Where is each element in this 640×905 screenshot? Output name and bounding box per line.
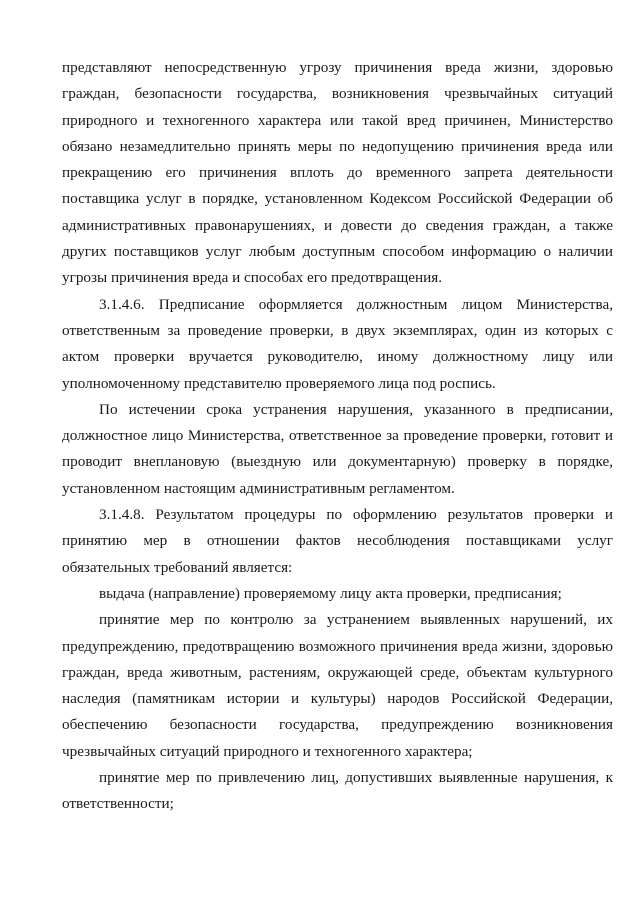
text-line: ответственным за проведение проверки, в двух экземплярах, один из которых с xyxy=(62,321,613,339)
text-line: обязано незамедлительно принять меры по недопущению причинения вреда или xyxy=(62,137,613,155)
paragraph-unscheduled-inspection xyxy=(62,397,613,502)
text-line: принятие мер по контролю за устранением выявленных нарушений, их xyxy=(99,611,613,629)
text-line: представляют непосредственную угрозу причинения вреда жизни, здоровью xyxy=(62,59,613,76)
paragraph-control-measures xyxy=(62,607,613,765)
document-body xyxy=(62,55,613,818)
text-line: граждан, безопасности государства, возникновения чрезвычайных ситуаций xyxy=(62,85,613,103)
text-line: принятию мер в отношении фактов несоблюдения поставщиками услуг xyxy=(62,532,613,550)
text-line: граждан, вреда животным, растениям, окружающей среде, объектам культурного xyxy=(62,663,613,681)
paragraph-liability-measures xyxy=(62,765,613,818)
text-line: обеспечению безопасности государства, предупреждению возникновения xyxy=(62,716,613,734)
text-line: 3.1.4.8. Результатом процедуры по оформлению результатов проверки и xyxy=(99,506,613,524)
paragraph-threat-measures xyxy=(62,55,613,292)
paragraph-3-1-4-8 xyxy=(62,502,613,581)
paragraph-issuance xyxy=(62,581,613,607)
text-line: прекращению его причинения вплоть до временного запрета деятельности xyxy=(62,164,613,182)
text-line: чрезвычайных ситуаций природного и техногенного характера; xyxy=(62,742,473,760)
text-line: 3.1.4.6. Предписание оформляется должностным лицом Министерства, xyxy=(99,295,613,313)
text-line: поставщика услуг в порядке, установленном Кодексом Российской Федерации об xyxy=(62,190,613,208)
text-line: обязательных требований является: xyxy=(62,558,293,576)
text-line: проводит внеплановую (выездную или документарную) проверку в порядке, xyxy=(62,453,613,471)
text-line: принятие мер по привлечению лиц, допустивших выявленные нарушения, к xyxy=(99,769,613,787)
text-line: административных правонарушениях, и довести до сведения граждан, а также xyxy=(62,216,613,234)
text-line: предупреждению, предотвращению возможного причинения вреда жизни, здоровью xyxy=(62,637,613,655)
text-line: других поставщиков услуг любым доступным способом информацию о наличии xyxy=(62,243,613,261)
text-line: ответственности; xyxy=(62,795,174,813)
text-line: наследия (памятникам истории и культуры) народов Российской Федерации, xyxy=(62,690,613,708)
text-line: установленном настоящим административным регламентом. xyxy=(62,479,455,497)
text-line: выдача (направление) проверяемому лицу акта проверки, предписания; xyxy=(99,584,562,602)
text-line: актом проверки вручается руководителю, иному должностному лицу или xyxy=(62,348,613,366)
text-line: должностное лицо Министерства, ответственное за проведение проверки, готовит и xyxy=(62,427,613,445)
text-line: природного и техногенного характера или такой вред причинен, Министерство xyxy=(62,111,613,129)
paragraph-3-1-4-6 xyxy=(62,292,613,397)
text-line: По истечении срока устранения нарушения, указанного в предписании, xyxy=(99,400,613,418)
text-line: угрозы причинения вреда и способах его предотвращения. xyxy=(62,269,443,287)
text-line: уполномоченному представителю проверяемого лица под роспись. xyxy=(62,374,496,392)
